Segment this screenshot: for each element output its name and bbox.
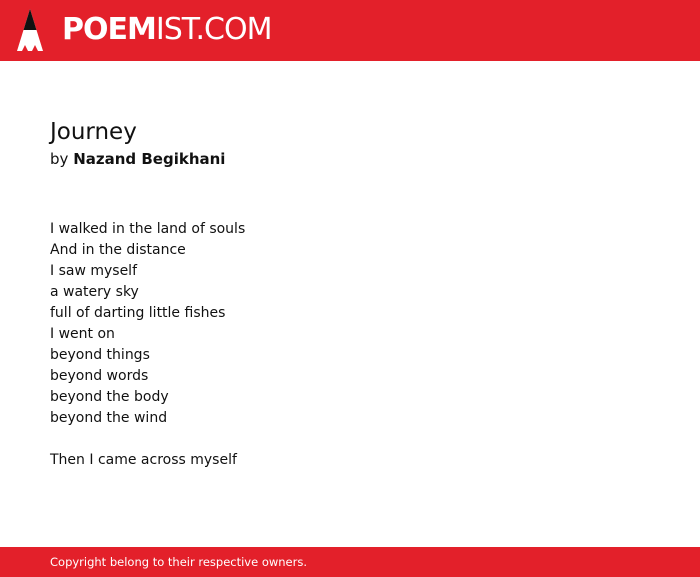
poem-stanza-break [50,429,650,450]
poem-line: And in the distance [50,242,186,258]
poem-line: beyond the body [50,389,169,405]
poem-title: Journey [50,119,137,145]
pencil-tip-icon[interactable] [17,9,43,51]
poem-line: full of darting little fishes [50,305,226,321]
logo-light-text: IST.COM [155,12,272,47]
poem-line: I saw myself [50,263,138,279]
poem-line: Then I came across myself [50,452,237,468]
poem-line: beyond the wind [50,410,168,426]
poem-line: a watery sky [50,284,139,300]
site-footer [0,547,700,577]
poem-line: beyond words [50,368,149,384]
site-header [0,0,700,61]
logo-bold-text: POEM [62,12,156,47]
poem-line: I went on [50,326,115,342]
poem-byline [50,148,225,170]
poem-line: I walked in the land of souls [50,221,246,237]
site-logo-link[interactable] [62,12,271,48]
by-label: by [50,150,69,168]
author-name: Nazand Begikhani [73,150,226,168]
poem-line: beyond things [50,347,150,363]
copyright-notice: Copyright belong to their respective owners. [50,555,308,569]
poem-body [50,219,650,471]
